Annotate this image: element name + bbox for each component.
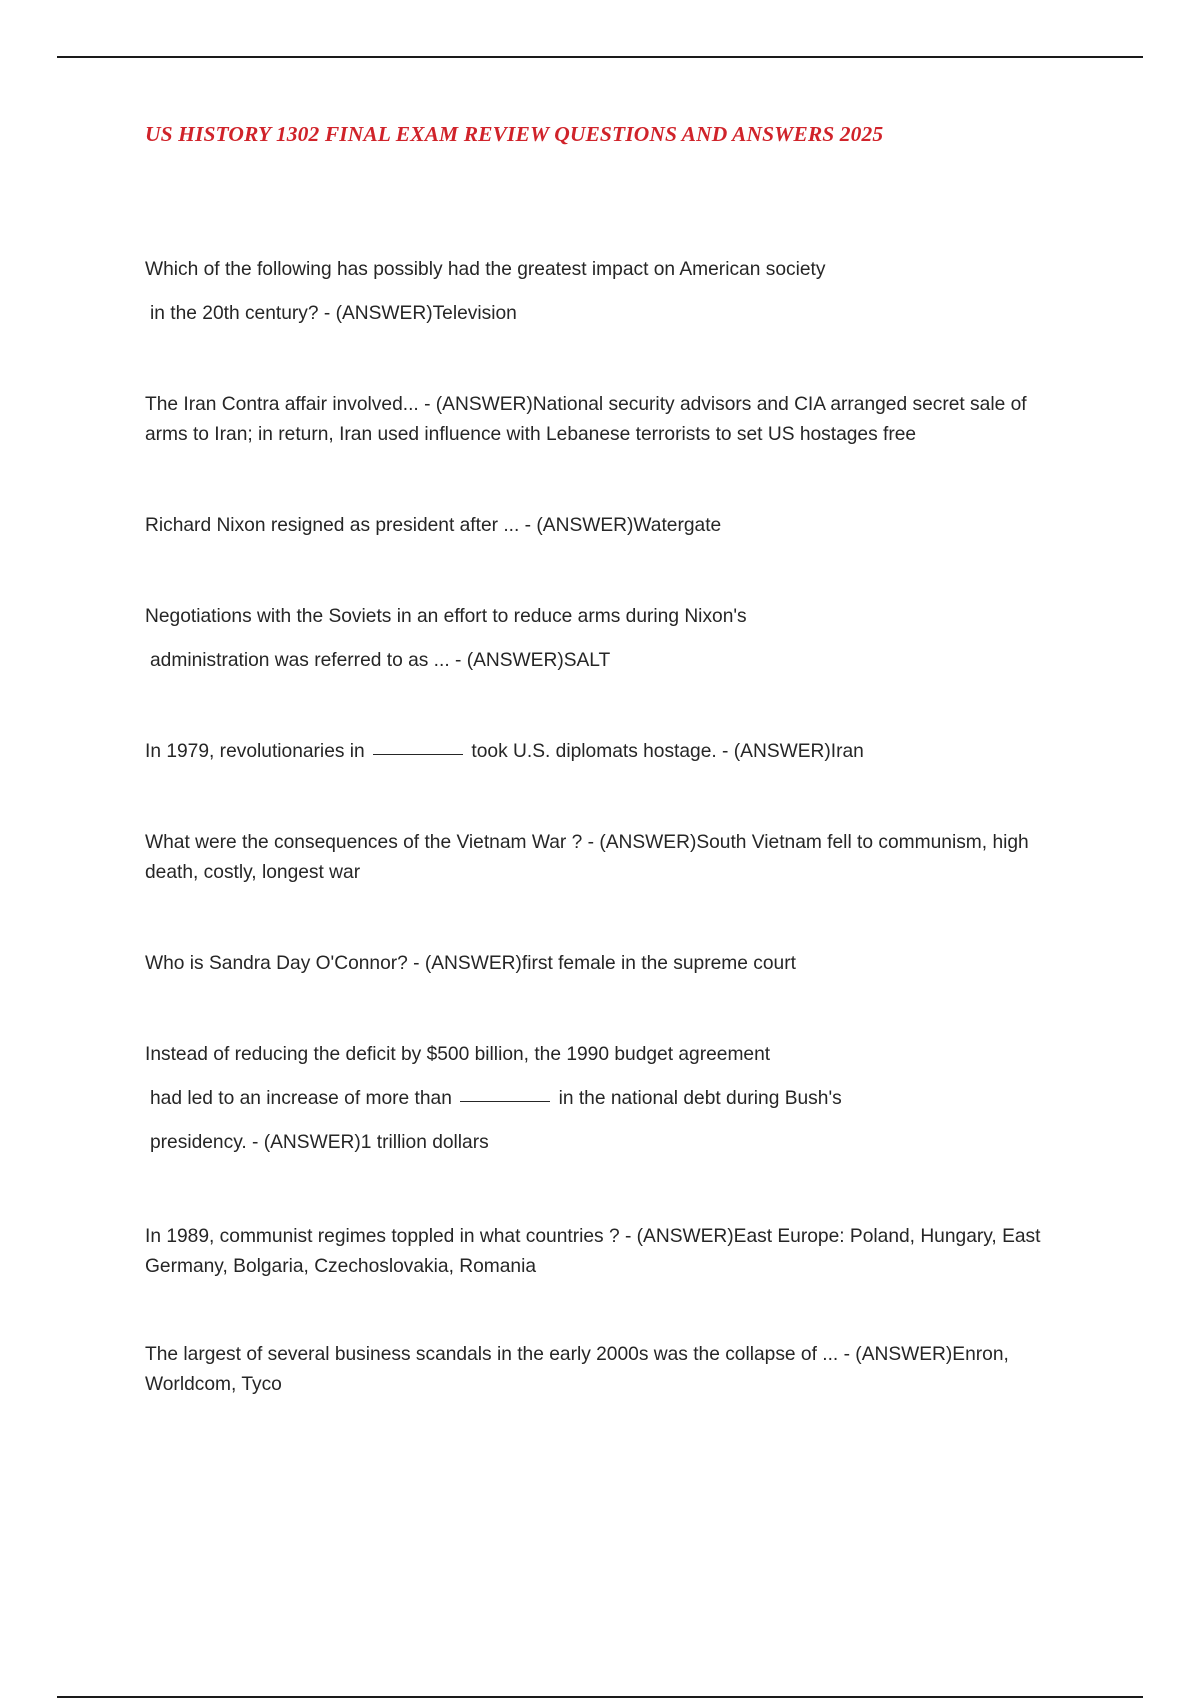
bottom-rule <box>57 1696 1143 1698</box>
qa-item <box>145 255 1085 329</box>
qa-item <box>145 737 1085 767</box>
question-line: The largest of several business scandals in the early 2000s was the collapse of ... - (ANSWER)Enron, <box>145 1344 1009 1365</box>
qa-item <box>145 390 1085 450</box>
answer-line: administration was referred to as ... - (ANSWER)SALT <box>150 650 611 671</box>
answer-line: in the 20th century? - (ANSWER)Television <box>150 303 517 324</box>
question-line: In 1989, communist regimes toppled in what countries ? - (ANSWER)East Europe: Poland, Hungary, East <box>145 1226 1041 1247</box>
fill-in-blank <box>460 1100 550 1102</box>
question-line: Negotiations with the Soviets in an effort to reduce arms during Nixon's <box>145 606 747 627</box>
question-line: The Iran Contra affair involved... - (ANSWER)National security advisors and CIA arranged secret sale of <box>145 394 1027 415</box>
answer-line: arms to Iran; in return, Iran used influence with Lebanese terrorists to set US hostages free <box>145 424 917 445</box>
question-text: in the national debt during Bush's <box>558 1088 842 1109</box>
question-text: In 1979, revolutionaries in <box>145 741 365 762</box>
qa-item <box>145 511 1085 541</box>
question-text: had led to an increase of more than <box>150 1088 452 1109</box>
answer-line: presidency. - (ANSWER)1 trillion dollars <box>150 1132 489 1153</box>
top-rule <box>57 56 1143 58</box>
qa-item <box>145 602 1085 676</box>
qa-item <box>145 1040 1085 1158</box>
answer-text: took U.S. diplomats hostage. - (ANSWER)Iran <box>471 741 864 762</box>
question-line: Who is Sandra Day O'Connor? - (ANSWER)first female in the supreme court <box>145 953 796 974</box>
question-line: Instead of reducing the deficit by $500 billion, the 1990 budget agreement <box>145 1044 771 1065</box>
qa-item <box>145 1340 1085 1400</box>
document-title: US HISTORY 1302 FINAL EXAM REVIEW QUESTIONS AND ANSWERS 2025 <box>145 122 884 146</box>
qa-item <box>145 949 1085 979</box>
answer-line: death, costly, longest war <box>145 862 361 883</box>
answer-line: Worldcom, Tyco <box>145 1374 282 1395</box>
question-line: Which of the following has possibly had the greatest impact on American society <box>145 259 826 280</box>
question-line: What were the consequences of the Vietnam War ? - (ANSWER)South Vietnam fell to communism, high <box>145 832 1029 853</box>
question-line <box>145 737 1085 767</box>
question-line: Richard Nixon resigned as president after ... - (ANSWER)Watergate <box>145 515 722 536</box>
question-line <box>145 1084 1085 1114</box>
fill-in-blank <box>373 753 463 755</box>
qa-item <box>145 1222 1085 1282</box>
qa-item <box>145 828 1085 888</box>
answer-line: Germany, Bolgaria, Czechoslovakia, Romania <box>145 1256 537 1277</box>
